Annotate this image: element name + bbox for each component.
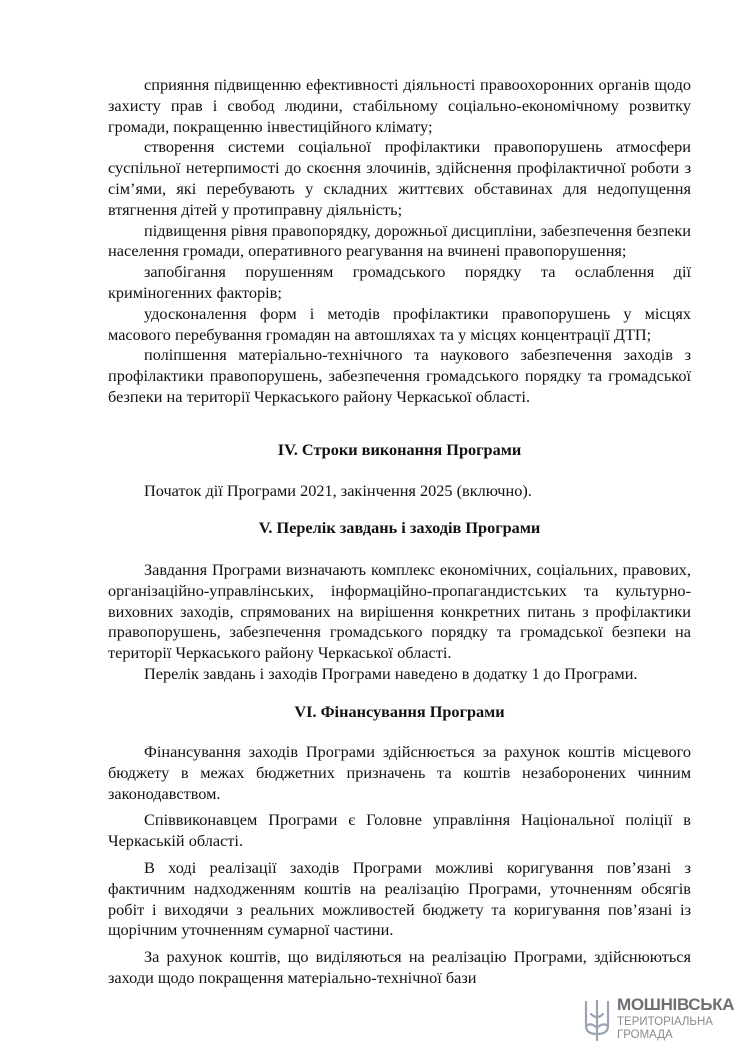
goal-paragraph: поліпшення матеріально-технічного та наукового забезпечення заходів з профілактики правопорушень, забезпечення громадського порядку та громадської безпеки на території Черкаського району Черкаської області.	[108, 345, 691, 406]
goal-paragraph: удосконалення форм і методів профілактики правопорушень у місцях масового перебування громадян на автошляхах та у місцях концентрації ДТП;	[108, 303, 691, 344]
section-6	[108, 702, 691, 723]
section-paragraph: За рахунок коштів, що виділяються на реалізацію Програми, здійснюються заходи щодо покращення матеріально-технічної бази	[108, 947, 691, 987]
community-watermark	[582, 995, 735, 1046]
goal-paragraph: створення системи соціальної профілактики правопорушень атмосфери суспільної нетерпимості до скоєння злочинів, здійснення профілактичної роботи з сім’ями, які перебувають у складних життєвих обставинах для недопущення втягнення дітей у протиправну діяльність;	[108, 137, 691, 219]
section-5-body	[108, 560, 691, 685]
section-4-body	[108, 481, 691, 502]
section-heading: VI. Фінансування Програми	[294, 702, 505, 721]
goals-list	[108, 75, 691, 408]
section-paragraph: Фінансування заходів Програми здійснюється за рахунок коштів місцевого бюджету в межах бюджетних призначень та коштів незаборонених чинним законодавством.	[108, 742, 691, 803]
section-paragraph: Перелік завдань і заходів Програми наведено в додатку 1 до Програми.	[144, 663, 638, 683]
section-text: Початок дії Програми 2021, закінчення 2025 (включно).	[144, 481, 532, 500]
goal-paragraph: підвищення рівня правопорядку, дорожньої дисципліни, забезпечення безпеки населення громади, оперативного реагування на вчинені правопорушення;	[108, 220, 691, 261]
section-heading: IV. Строки виконання Програми	[277, 440, 522, 459]
section-paragraph: Співвиконавцем Програми є Головне управління Національної поліції в Черкаській області.	[108, 810, 691, 851]
section-4	[108, 440, 691, 461]
section-paragraph: В ході реалізації заходів Програми можливі коригування пов’язані з фактичним надходженням коштів на реалізацію Програми, уточненням обсягів робіт і виходячи з реальних можливостей бюджету та коригування пов’язані із щорічним уточненням сумарної частини.	[108, 857, 691, 940]
watermark-subtitle: ГРОМАДА	[617, 1029, 673, 1041]
watermark-title: МОШНІВСЬКА	[617, 995, 735, 1014]
trident-icon	[582, 998, 612, 1042]
section-paragraph: Завдання Програми визначають комплекс економічних, соціальних, правових, організаційно-управлінських, інформаційно-пропагандистських та культурно-виховних заходів, спрямованих на вирішення конкретних питань з профілактики правопорушень, забезпечення громадського порядку та громадської безпеки на території Черкаського району Черкаської області.	[108, 560, 691, 663]
watermark-subtitle: ТЕРИТОРІАЛЬНА	[617, 1016, 713, 1028]
goal-paragraph: сприяння підвищенню ефективності діяльності правоохоронних органів щодо захисту прав і свобод людини, стабільному соціально-економічному розвитку громади, покращенню інвестиційного клімату;	[108, 75, 691, 136]
section-heading: V. Перелік завдань і заходів Програми	[258, 518, 541, 537]
goal-paragraph: запобігання порушенням громадського порядку та ослаблення дії криміногенних факторів;	[108, 262, 691, 302]
section-6-body	[108, 742, 691, 989]
section-5	[108, 518, 691, 539]
